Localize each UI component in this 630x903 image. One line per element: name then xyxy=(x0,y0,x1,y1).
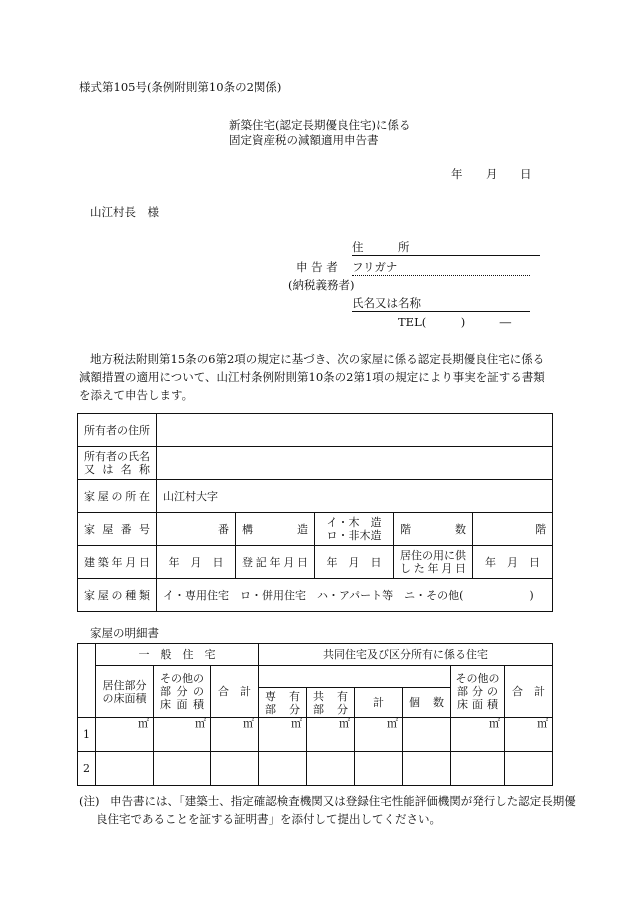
location-input[interactable] xyxy=(157,480,553,513)
body-text: 地方税法附則第15条の6第2項の規定に基づき、次の家屋に係る認定長期優良住宅に係る減額措置の適用について、山江村条例附則第10条の2第1項の規定により事実を証する書類を添えて申告します。 xyxy=(79,352,545,402)
date-year: 年 xyxy=(451,167,463,181)
other-area-cell[interactable] xyxy=(154,752,211,786)
exclusive-2: 部 分 xyxy=(265,702,300,716)
residential-area-1: 居住部分 xyxy=(102,678,147,692)
general-housing-header: 一 般 住 宅 xyxy=(96,644,259,666)
tel-field[interactable]: TEL( ) ― xyxy=(398,315,512,329)
furigana-label: フリガナ xyxy=(352,260,398,274)
shared-housing-header: 共同住宅及び区分所有に係る住宅 xyxy=(259,644,553,666)
owner-name-label xyxy=(78,447,157,480)
units-cell[interactable] xyxy=(403,718,451,752)
other-area-3: 床面積 xyxy=(160,698,204,711)
ban-label: 番 xyxy=(218,522,229,536)
occupancy-date-input[interactable]: 年 月 日 xyxy=(473,546,553,579)
type-options[interactable]: イ・専用住宅 ロ・併用住宅 ハ・アパート等 ニ・その他( ) xyxy=(157,579,553,612)
other-area-header xyxy=(154,666,211,718)
owner-address-input[interactable] xyxy=(157,414,553,447)
type-row xyxy=(78,579,553,612)
row-number: 2 xyxy=(78,752,96,786)
detail-title: 家屋の明細書 xyxy=(90,626,159,640)
detail-table xyxy=(77,643,553,786)
general-total-cell[interactable] xyxy=(211,752,259,786)
table-row xyxy=(78,718,553,752)
owner-name-row xyxy=(78,447,553,480)
house-number-row xyxy=(78,513,553,546)
name-label: 氏名又は名称 xyxy=(352,296,421,310)
table-row xyxy=(78,752,553,786)
shared-other-area-1: その他の xyxy=(455,672,500,685)
owner-name-label-2: 又は名称 xyxy=(84,463,150,476)
title-line-1: 新築住宅(認定長期優良住宅)に係る xyxy=(229,118,411,132)
detail-header-row-1 xyxy=(78,644,553,666)
occupancy-label-1: 居住の用に供 xyxy=(400,549,466,562)
house-number-label: 家屋番号 xyxy=(78,513,157,546)
shared-total-header: 合 計 xyxy=(505,666,553,718)
owner-name-input[interactable] xyxy=(157,447,553,480)
occupancy-date-label xyxy=(394,546,473,579)
registered-date-input[interactable]: 年 月 日 xyxy=(315,546,394,579)
other-area-2: 部分の xyxy=(160,685,204,698)
sum-cell[interactable]: ㎡ xyxy=(355,718,403,752)
date-month: 月 xyxy=(486,167,498,181)
applicant-label: 申 告 者 xyxy=(296,260,338,274)
main-table xyxy=(77,413,553,612)
kai-label: 階 xyxy=(535,522,547,536)
residential-area-header xyxy=(96,666,154,718)
location-value: 山江村大字 xyxy=(163,489,218,503)
registered-date-label: 登記年月日 xyxy=(236,546,315,579)
shared-blank-header xyxy=(259,666,451,688)
common-cell[interactable]: ㎡ xyxy=(307,718,355,752)
floors-label: 階 数 xyxy=(394,513,473,546)
shared-total-cell[interactable]: ㎡ xyxy=(505,718,553,752)
sum-header: 計 xyxy=(355,688,403,718)
common-1: 共 有 xyxy=(313,689,348,703)
row-number: 1 xyxy=(78,718,96,752)
location-label: 家屋の所在 xyxy=(78,480,157,513)
common-header xyxy=(307,688,355,718)
shared-other-area-cell[interactable] xyxy=(451,752,505,786)
detail-header-row-2 xyxy=(78,666,553,688)
owner-name-label-1: 所有者の氏名 xyxy=(84,450,150,463)
shared-other-area-header xyxy=(451,666,505,718)
residential-area-cell[interactable] xyxy=(96,752,154,786)
form-number: 様式第105号(条例附則第10条の2関係) xyxy=(79,80,282,94)
addressee: 山江村長 様 xyxy=(90,205,159,219)
shared-other-area-cell[interactable]: ㎡ xyxy=(451,718,505,752)
built-date-label: 建築年月日 xyxy=(78,546,157,579)
sum-cell[interactable] xyxy=(355,752,403,786)
owner-address-label: 所有者の住所 xyxy=(78,414,157,447)
shared-other-area-3: 床面積 xyxy=(457,698,498,711)
structure-wood: イ・木 造 xyxy=(326,516,382,529)
general-total-header: 合 計 xyxy=(211,666,259,718)
location-row xyxy=(78,480,553,513)
house-number-input[interactable] xyxy=(157,513,236,546)
units-header: 個 数 xyxy=(403,688,451,718)
name-field[interactable] xyxy=(352,296,530,312)
exclusive-cell[interactable]: ㎡ xyxy=(259,718,307,752)
common-2: 部 分 xyxy=(313,702,348,716)
title-line-2: 固定資産税の減額適用申告書 xyxy=(229,133,379,147)
residential-area-cell[interactable]: ㎡ xyxy=(96,718,154,752)
common-cell[interactable] xyxy=(307,752,355,786)
exclusive-1: 専 有 xyxy=(265,689,300,703)
other-area-cell[interactable]: ㎡ xyxy=(154,718,211,752)
structure-options[interactable] xyxy=(315,513,394,546)
units-cell[interactable] xyxy=(403,752,451,786)
detail-corner xyxy=(78,644,96,666)
detail-corner-lower xyxy=(78,666,96,718)
built-date-input[interactable]: 年 月 日 xyxy=(157,546,236,579)
shared-total-cell[interactable] xyxy=(505,752,553,786)
floors-input[interactable] xyxy=(473,513,553,546)
date-day: 日 xyxy=(520,167,532,181)
exclusive-cell[interactable] xyxy=(259,752,307,786)
dates-row xyxy=(78,546,553,579)
taxpayer-label: (納税義務者) xyxy=(288,278,355,292)
residential-area-2: の床面積 xyxy=(102,691,147,705)
other-area-1: その他の xyxy=(160,672,204,685)
occupancy-label-2: した年月日 xyxy=(400,562,466,575)
note-label: (注) xyxy=(79,794,100,808)
furigana-field[interactable] xyxy=(352,260,530,276)
type-label: 家屋の種類 xyxy=(78,579,157,612)
structure-label: 構 造 xyxy=(236,513,315,546)
structure-nonwood: ロ・非木造 xyxy=(326,529,382,542)
exclusive-header xyxy=(259,688,307,718)
general-total-cell[interactable]: ㎡ xyxy=(211,718,259,752)
owner-address-row xyxy=(78,414,553,447)
address-label: 住 所 xyxy=(352,240,410,254)
shared-other-area-2: 部分の xyxy=(457,685,498,698)
address-field[interactable] xyxy=(352,240,540,256)
note-text: 申告書には、「建築士、指定確認検査機関又は登録住宅性能評価機関が発行した認定長期優良住宅であることを証する証明書」を添付して提出してください。 xyxy=(96,794,576,826)
